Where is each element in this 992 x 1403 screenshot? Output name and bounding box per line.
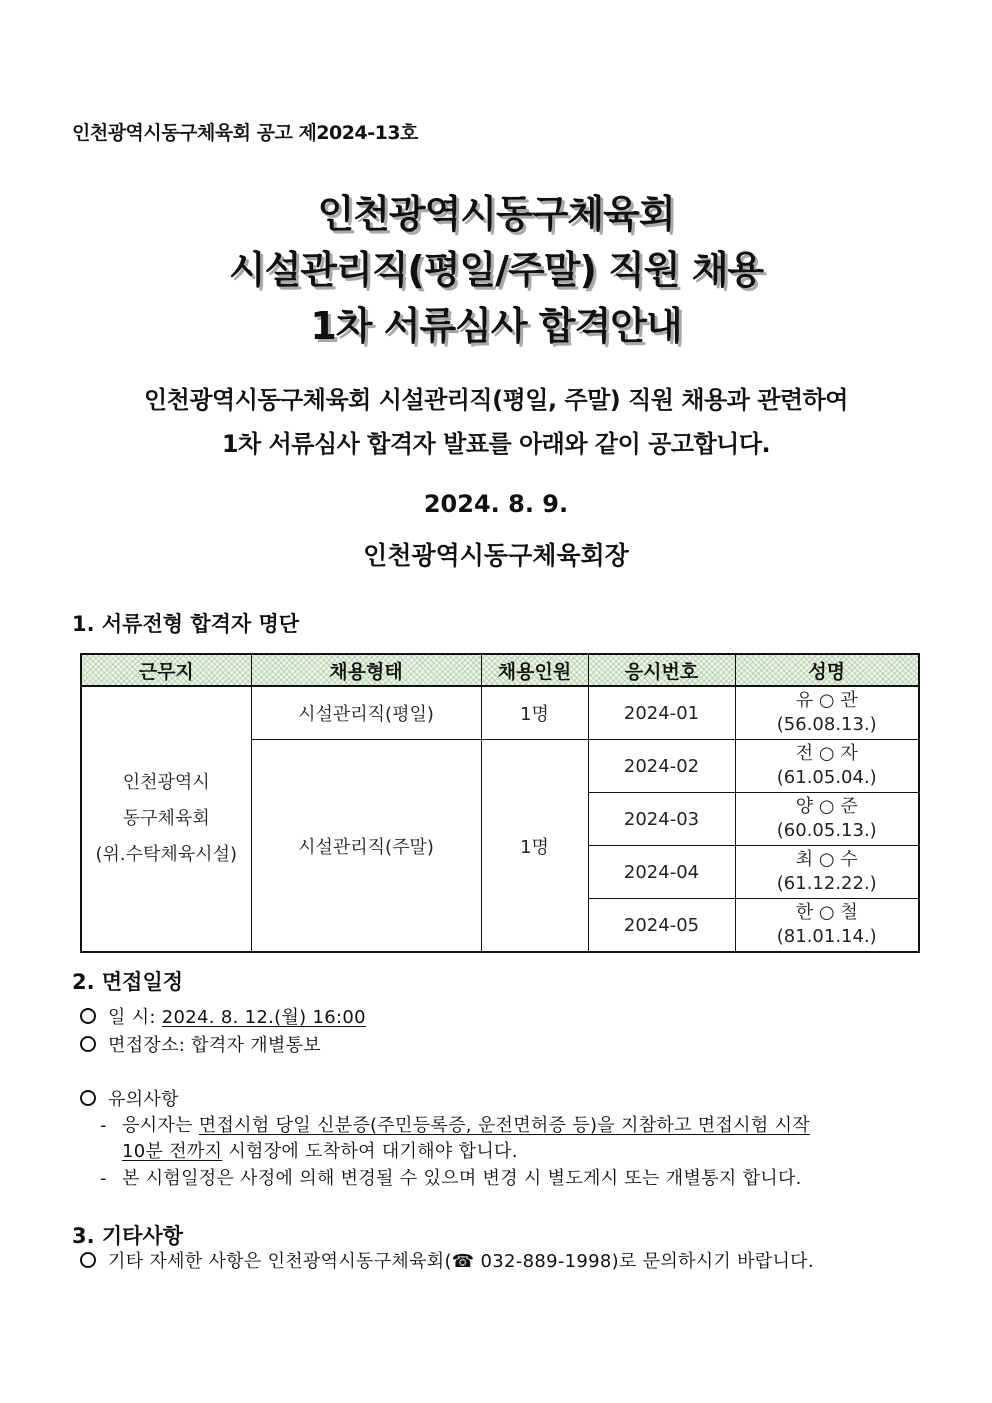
signer: 인천광역시동구체육회장 xyxy=(363,541,629,570)
interview-place xyxy=(80,1032,366,1060)
name-cell xyxy=(735,740,919,793)
number-cell: 2024-02 xyxy=(588,740,735,793)
circle-bullet-icon xyxy=(80,1036,96,1052)
section-3-title: 3. 기타사항 xyxy=(72,1224,184,1248)
notes-heading xyxy=(80,1086,179,1114)
name-cell xyxy=(735,899,919,953)
contact-line xyxy=(80,1248,814,1276)
workplace-cell xyxy=(81,686,251,952)
workplace-line-3: (위.수탁체육시설) xyxy=(95,844,237,865)
applicant-name: 전 ○ 자 xyxy=(795,743,858,764)
header-count: 채용인원 xyxy=(481,654,588,686)
circle-bullet-icon xyxy=(80,1090,96,1106)
number-cell: 2024-04 xyxy=(588,846,735,899)
notes-label: 유의사항 xyxy=(108,1089,179,1110)
datetime-value: 2024. 8. 12.(월) 16:00 xyxy=(161,1007,366,1028)
title-line-2: 시설관리직(평일/주말) 직원 채용 xyxy=(228,248,764,292)
intro-text xyxy=(0,378,992,466)
number-cell: 2024-01 xyxy=(588,686,735,740)
note-1-a: 응시자는 xyxy=(122,1115,193,1136)
document-title xyxy=(0,186,992,354)
table-header-row xyxy=(81,654,919,686)
dash-bullet: - xyxy=(100,1115,107,1136)
workplace-line-1: 인천광역시 xyxy=(122,772,210,793)
name-cell xyxy=(735,686,919,740)
applicant-birth: (56.08.13.) xyxy=(776,714,877,735)
header-workplace: 근무지 xyxy=(81,654,251,686)
applicant-birth: (61.12.22.) xyxy=(776,873,877,894)
title-line-3: 1차 서류심사 합격안내 xyxy=(310,304,682,348)
note-2 xyxy=(100,1166,802,1192)
title-line-1: 인천광역시동구체육회 xyxy=(317,192,675,236)
number-cell: 2024-03 xyxy=(588,793,735,846)
intro-line-2: 1차 서류심사 합격자 발표를 아래와 같이 공고합니다. xyxy=(221,430,771,458)
notice-number: 인천광역시동구체육회 공고 제2024-13호 xyxy=(72,122,418,144)
interview-datetime xyxy=(80,1004,366,1032)
datetime-label: 일 시: xyxy=(108,1007,156,1028)
applicant-name: 한 ○ 철 xyxy=(795,902,858,923)
type-cell-weekend: 시설관리직(주말) xyxy=(251,740,481,953)
circle-bullet-icon xyxy=(80,1008,96,1024)
section-2-title: 2. 면접일정 xyxy=(72,970,184,994)
count-cell-weekend: 1명 xyxy=(481,740,588,953)
table-row xyxy=(81,686,919,740)
note-1-c: 10분 전까지 xyxy=(122,1141,223,1162)
workplace-line-2: 동구체육회 xyxy=(122,808,210,829)
type-cell-weekday: 시설관리직(평일) xyxy=(251,686,481,740)
note-1-b: 면접시험 당일 신분증(주민등록증, 운전면허증 등)을 지참하고 면접시험 시작 xyxy=(198,1115,810,1136)
applicant-birth: (61.05.04.) xyxy=(776,767,877,788)
circle-bullet-icon xyxy=(80,1252,96,1268)
header-number: 응시번호 xyxy=(588,654,735,686)
applicant-birth: (81.01.14.) xyxy=(776,926,877,947)
note-1-d: 시험장에 도착하여 대기해야 합니다. xyxy=(228,1141,518,1162)
count-cell-weekday: 1명 xyxy=(481,686,588,740)
announcement-date: 2024. 8. 9. xyxy=(423,490,569,518)
intro-line-1: 인천광역시동구체육회 시설관리직(평일, 주말) 직원 채용과 관련하여 xyxy=(144,386,848,414)
result-table xyxy=(80,653,920,953)
contact-text: 기타 자세한 사항은 인천광역시동구체육회(☎ 032-889-1998)로 문의하시기 바랍니다. xyxy=(108,1251,814,1272)
note-2-text: 본 시험일정은 사정에 의해 변경될 수 있으며 변경 시 별도게시 또는 개별통지 합니다. xyxy=(122,1168,802,1189)
applicant-name: 양 ○ 준 xyxy=(795,796,858,817)
note-1 xyxy=(100,1113,810,1165)
number-cell: 2024-05 xyxy=(588,899,735,953)
applicant-name: 유 ○ 관 xyxy=(795,690,858,711)
header-name: 성명 xyxy=(735,654,919,686)
applicant-birth: (60.05.13.) xyxy=(776,820,877,841)
section-1-title: 1. 서류전형 합격자 명단 xyxy=(72,612,300,636)
interview-schedule xyxy=(80,1004,366,1060)
other-info xyxy=(80,1248,814,1276)
place-text: 면접장소: 합격자 개별통보 xyxy=(108,1035,321,1056)
name-cell xyxy=(735,846,919,899)
notes xyxy=(80,1086,179,1114)
header-type: 채용형태 xyxy=(251,654,481,686)
dash-bullet: - xyxy=(100,1168,107,1189)
applicant-name: 최 ○ 수 xyxy=(795,849,858,870)
name-cell xyxy=(735,793,919,846)
